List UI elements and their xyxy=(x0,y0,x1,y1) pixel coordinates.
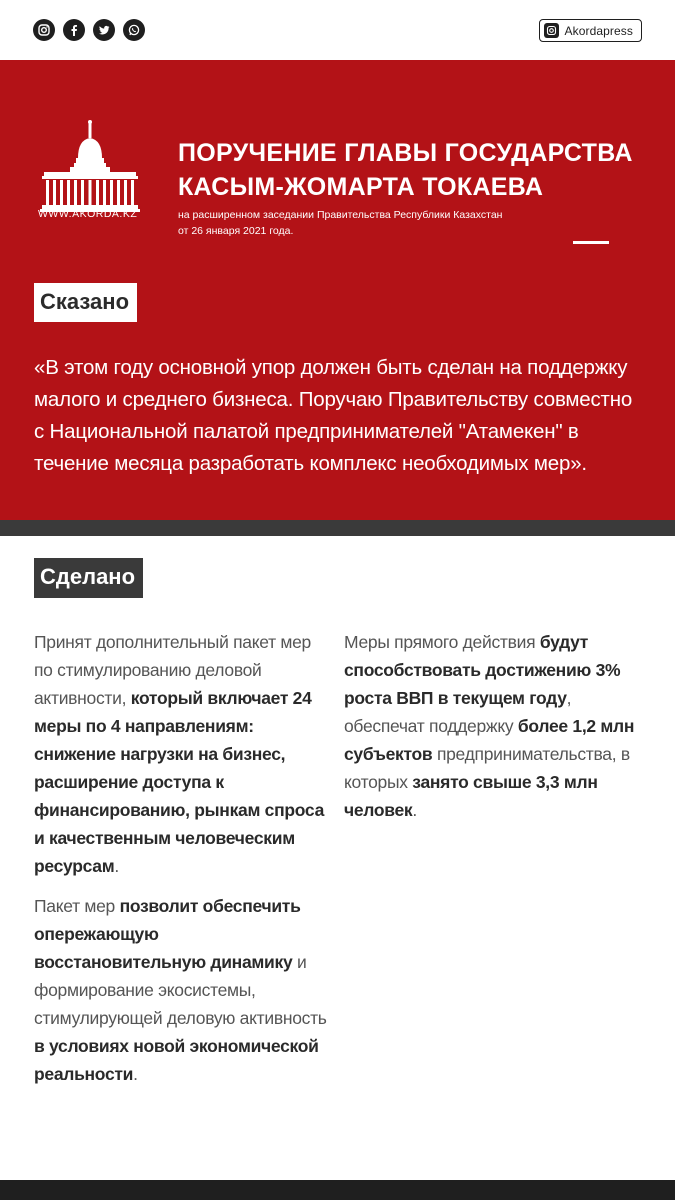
done-paragraph-1 xyxy=(34,628,334,880)
paragraph-text: предпринимательства, в которых xyxy=(344,744,630,792)
subtitle xyxy=(178,207,502,239)
paragraph-highlight: занято свыше 3,3 млн человек xyxy=(344,772,598,820)
done-paragraph-2 xyxy=(34,892,334,1088)
paragraph-text: . xyxy=(133,1064,138,1084)
title-underline xyxy=(573,241,609,244)
page-title xyxy=(178,136,633,204)
paragraph-highlight: будут способствовать достижению 3% роста ВВП в текущем году xyxy=(344,632,621,708)
president-quote: «В этом году основной упор должен быть сделан на поддержку малого и среднего бизнеса. Поручаю Правительству совместно с Национальной палатой предпринимателей "Атамекен" в течение месяца разработать комплекс необходимых мер». xyxy=(34,356,633,475)
logo-url: WWW.AKORDA.KZ xyxy=(38,208,138,220)
paragraph-highlight: позволит обеспечить опережающую восстановительную динамику xyxy=(34,896,301,972)
done-paragraph-3 xyxy=(344,628,644,824)
said-section-label: Сказано xyxy=(34,283,137,322)
whatsapp-icon[interactable] xyxy=(123,19,145,41)
instagram-icon xyxy=(544,23,559,38)
twitter-icon[interactable] xyxy=(93,19,115,41)
paragraph-text: Принят дополнительный пакет мер по стимулированию деловой активности, xyxy=(34,632,311,708)
paragraph-highlight: более 1,2 млн субъектов xyxy=(344,716,635,764)
section-divider xyxy=(0,520,675,536)
paragraph-text: . xyxy=(412,800,417,820)
social-links xyxy=(33,19,145,41)
subtitle-line-2: от 26 января 2021 года. xyxy=(178,225,294,237)
title-line-2: КАСЫМ-ЖОМАРТА ТОКАЕВА xyxy=(178,173,544,201)
instagram-icon[interactable] xyxy=(33,19,55,41)
paragraph-highlight: который включает 24 меры по 4 направлениям: снижение нагрузки на бизнес, расширение доступа к финансированию, рынкам спроса и качественным человеческим ресурсам xyxy=(34,688,325,876)
paragraph-text: Меры прямого действия xyxy=(344,632,540,652)
handle-text: Akordapress xyxy=(564,23,633,38)
done-section-label: Сделано xyxy=(34,558,143,598)
subtitle-line-1: на расширенном заседании Правительства Республики Казахстан xyxy=(178,209,503,221)
bottom-bar xyxy=(0,1180,675,1200)
paragraph-highlight: в условиях новой экономической реальности xyxy=(34,1036,319,1084)
top-bar xyxy=(0,0,675,60)
facebook-icon[interactable] xyxy=(63,19,85,41)
paragraph-text: и формирование экосистемы, стимулирующей деловую активность xyxy=(34,952,327,1028)
instagram-handle-badge[interactable] xyxy=(539,19,642,42)
title-line-1: ПОРУЧЕНИЕ ГЛАВЫ ГОСУДАРСТВА xyxy=(178,139,633,167)
banner xyxy=(0,60,675,520)
paragraph-text: . xyxy=(114,856,119,876)
paragraph-text: Пакет мер xyxy=(34,896,120,916)
paragraph-text: , обеспечат поддержку xyxy=(344,688,572,736)
